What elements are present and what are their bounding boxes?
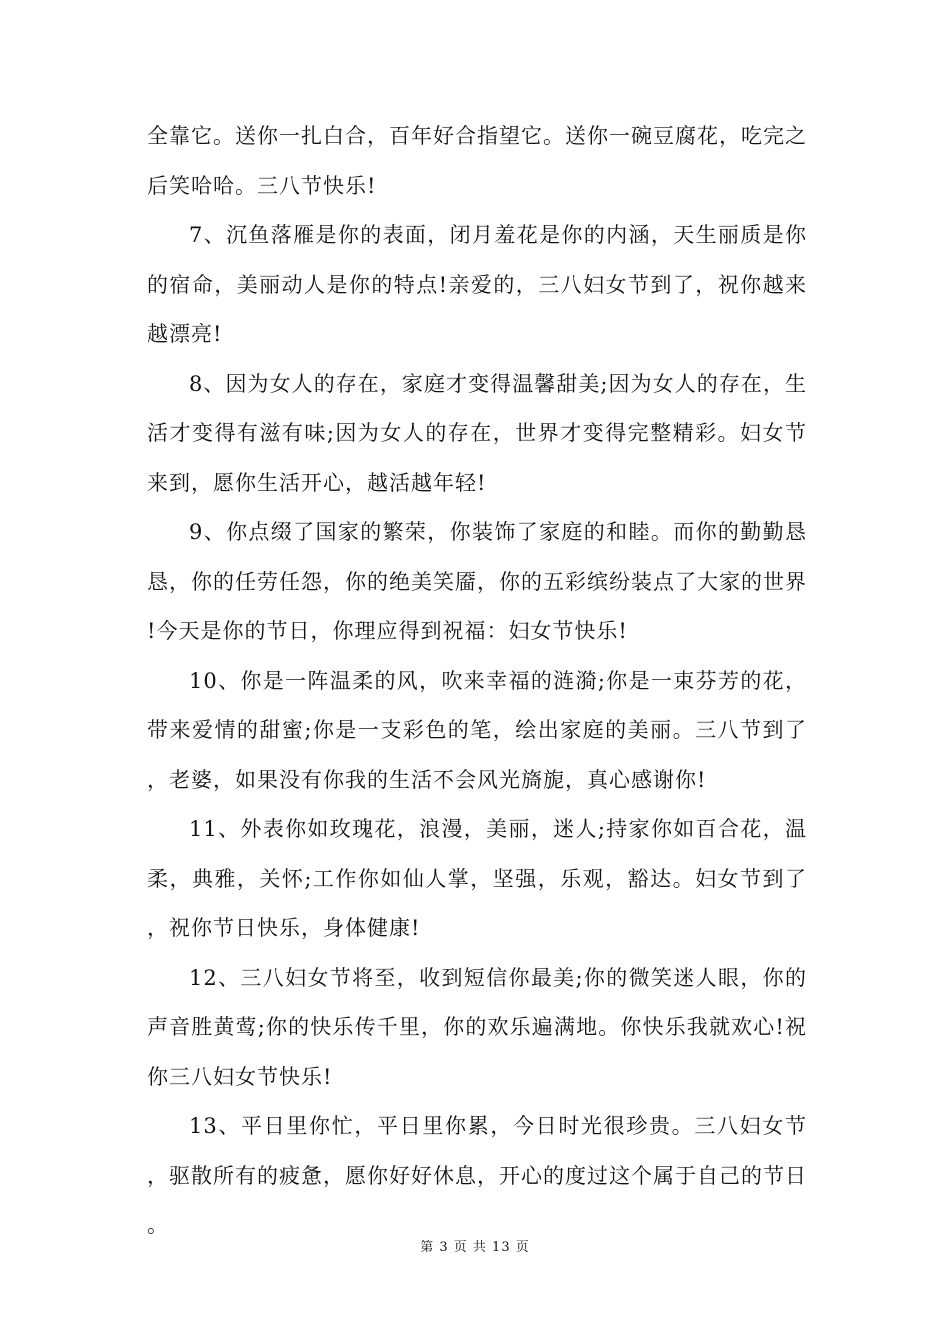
paragraph-item-13: 13、平日里你忙，平日里你累，今日时光很珍贵。三八妇女节，驱散所有的疲惫，愿你好好休息，开心的度过这个属于自己的节日。 [147, 1114, 807, 1237]
paragraph-item-11: 11、外表你如玫瑰花，浪漫，美丽，迷人;持家你如百合花，温柔，典雅，关怀;工作你如仙人掌，坚强，乐观，豁达。妇女节到了，祝你节日快乐，身体健康! [147, 817, 807, 940]
page-number-footer: 第 3 页 共 13 页 [420, 1240, 530, 1255]
paragraph-item-7: 7、沉鱼落雁是你的表面，闭月羞花是你的内涵，天生丽质是你的宿命，美丽动人是你的特点!亲爱的，三八妇女节到了，祝你越来越漂亮! [147, 223, 807, 346]
paragraph-item-12: 12、三八妇女节将至，收到短信你最美;你的微笑迷人眼，你的声音胜黄莺;你的快乐传千里，你的欢乐遍满地。你快乐我就欢心!祝你三八妇女节快乐! [147, 965, 807, 1089]
paragraph-continued: 全靠它。送你一扎白合，百年好合指望它。送你一碗豆腐花，吃完之后笑哈哈。三八节快乐! [147, 124, 807, 198]
paragraph-item-8: 8、因为女人的存在，家庭才变得温馨甜美;因为女人的存在，生活才变得有滋有味;因为女人的存在，世界才变得完整精彩。妇女节来到，愿你生活开心，越活越年轻! [147, 371, 807, 495]
document-body [147, 112, 807, 1251]
paragraph-item-10: 10、你是一阵温柔的风，吹来幸福的涟漪;你是一束芬芳的花，带来爱情的甜蜜;你是一支彩色的笔，绘出家庭的美丽。三八节到了，老婆，如果没有你我的生活不会风光旖旎，真心感谢你! [147, 668, 807, 792]
paragraph-item-9: 9、你点缀了国家的繁荣，你装饰了家庭的和睦。而你的勤勤恳恳，你的任劳任怨，你的绝美笑靥，你的五彩缤纷装点了大家的世界!今天是你的节日，你理应得到祝福：妇女节快乐! [147, 520, 807, 643]
